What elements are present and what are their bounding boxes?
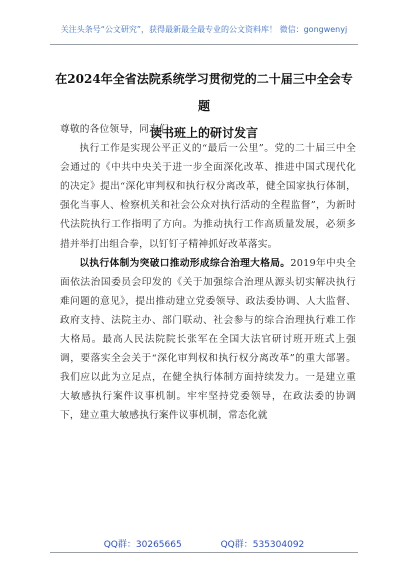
salutation: 尊敬的各位领导，同志们： [60,124,179,135]
footer-divider [50,552,358,553]
footer-qq-groups [0,537,408,550]
paragraph-1: 执行工作是实现公平正义的“最后一公里”。党的二十届三中全会通过的《中共中央关于进一步全面深化改革、推进中国式现代化的决定》提出“深化审判权和执行权分离改革，健全国家执行体制，强化当事人、检察机关和社会公众对执行活动的全程监督”，为新时代法院执行工作指明了方向。为推动执行工作高质量发展，必须多措并举打出组合拳，以钉钉子精神抓好改革落实。 [60,143,356,250]
title-line-2: 读书班上的研讨发言 [149,126,258,140]
paragraph-2 [60,254,356,426]
footer-qq-group-1: QQ群：30265665 [103,540,182,550]
header-note: 关注头条号“公文研究”，获得最新最全最专业的公文资料库！ 微信：gongwenyj [60,25,348,34]
document-body [60,120,356,426]
title-line-1: 在2024年全省法院系统学习贯彻党的二十届三中全会专题 [55,72,353,113]
footer-qq-group-2: QQ群：535304092 [220,540,305,550]
section-heading: 以执行体制为突破口推动形成综合治理大格局。 [79,257,291,269]
header-divider [50,44,358,45]
paragraph-2-text: 2019年中央全面依法治国委员会印发的《关于加强综合治理从源头切实解决执行难问题的意见》，提出推动建立党委领导、政法委协调、人大监督、政府支持、法院主办、部门联动、社会参与的综合治理执行难工作大格局。最高人民法院院长张军在全国大法官研讨班开班式上强调，要落实全会关于“深化审判权和执行权分离改革”的重大部署。我们应以此为立足点，在健全执行体制方面持续发力。一是建立重大敏感执行案件议事机制。牢牢坚持党委领导，在政法委的协调下，建立重大敏感执行案件议事机制，常态化就 [60,257,356,422]
